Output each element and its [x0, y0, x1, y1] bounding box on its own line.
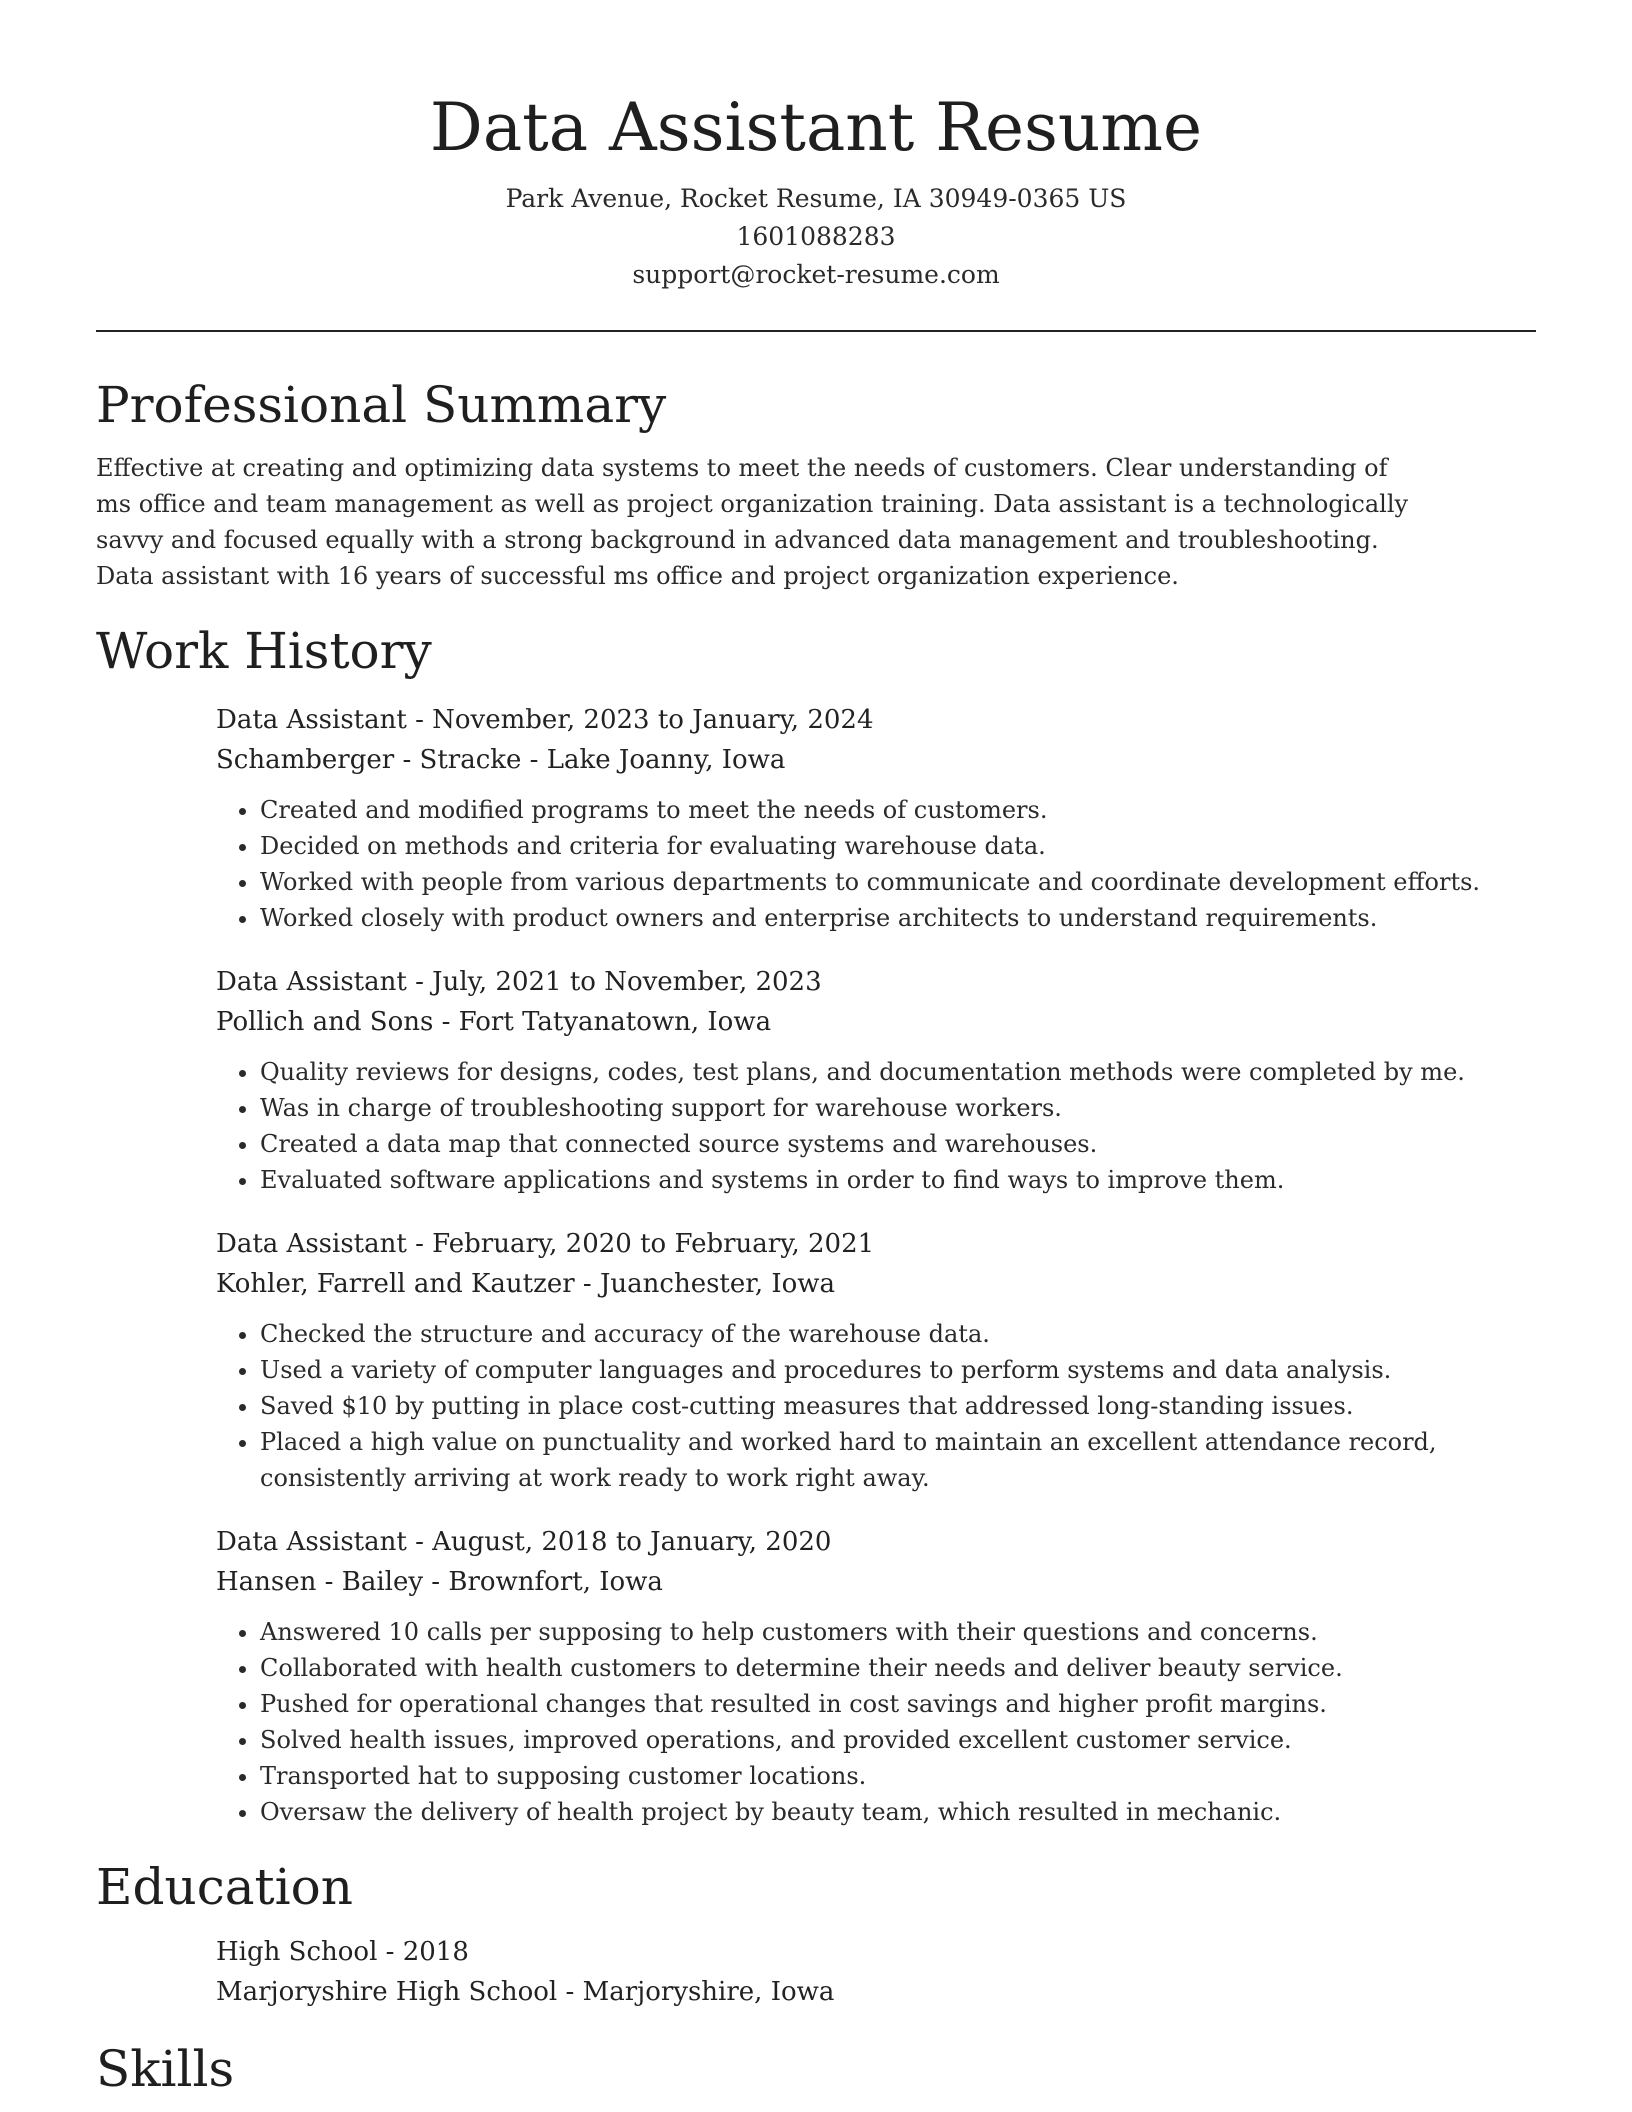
job-bullet: • Decided on methods and criteria for evaluating warehouse data. [260, 828, 1510, 864]
job-company-line: Pollich and Sons - Fort Tatyanatown, Iowa [216, 1007, 772, 1037]
contact-address: Park Avenue, Rocket Resume, IA 30949-0365 US [505, 184, 1127, 213]
job-bullet: • Solved health issues, improved operations, and provided excellent customer service. [260, 1722, 1510, 1758]
job-entry [216, 962, 1536, 1198]
job-company-line: Schamberger - Stracke - Lake Joanny, Iowa [216, 745, 786, 775]
summary-text: Effective at creating and optimizing data systems to meet the needs of customers. Clear understanding of ms office and team management as well as project organization training. Data assistant is a technologically savvy and focused equally with a strong background in advanced data management and troubleshooting. Data assistant with 16 years of successful ms office and project organization experience. [96, 454, 1409, 590]
education-degree-line: High School - 2018 [216, 1937, 469, 1967]
job-title: Data Assistant [216, 1527, 407, 1557]
skills-heading: Skills [96, 2040, 235, 2098]
job-bullet: • Worked with people from various departments to communicate and coordinate development efforts. [260, 864, 1510, 900]
resume-title: Data Assistant Resume [429, 89, 1203, 166]
job-location: Lake Joanny, Iowa [546, 745, 786, 775]
job-dates: August, 2018 to January, 2020 [432, 1527, 832, 1557]
job-entry [216, 1522, 1536, 1830]
contact-phone: 1601088283 [736, 222, 896, 251]
job-bullets [216, 1054, 1536, 1198]
job-title-line: Data Assistant - February, 2020 to February, 2021 [216, 1229, 875, 1259]
job-bullet: • Pushed for operational changes that resulted in cost savings and higher profit margins. [260, 1686, 1510, 1722]
education-school: Marjoryshire High School [216, 1977, 558, 2007]
job-bullet: • Saved $10 by putting in place cost-cutting measures that addressed long-standing issues. [260, 1388, 1510, 1424]
education-school-line: Marjoryshire High School - Marjoryshire, Iowa [216, 1977, 835, 2007]
job-company-line: Hansen - Bailey - Brownfort, Iowa [216, 1567, 663, 1597]
job-title-line: Data Assistant - August, 2018 to January, 2020 [216, 1527, 832, 1557]
job-bullet: • Evaluated software applications and systems in order to find ways to improve them. [260, 1162, 1510, 1198]
job-bullet: • Transported hat to supposing customer locations. [260, 1758, 1510, 1794]
job-bullets [216, 1614, 1536, 1830]
job-title-line: Data Assistant - July, 2021 to November, 2023 [216, 967, 822, 997]
job-title-line: Data Assistant - November, 2023 to January, 2024 [216, 705, 874, 735]
job-bullet: • Oversaw the delivery of health project by beauty team, which resulted in mechanic. [260, 1794, 1510, 1830]
job-company: Schamberger - Stracke [216, 745, 522, 775]
job-title: Data Assistant [216, 967, 407, 997]
job-company: Kohler, Farrell and Kautzer [216, 1269, 575, 1299]
job-title: Data Assistant [216, 705, 407, 735]
contact-email: support@rocket-resume.com [632, 260, 1000, 289]
job-company: Pollich and Sons [216, 1007, 434, 1037]
job-bullet: • Worked closely with product owners and enterprise architects to understand requirements. [260, 900, 1510, 936]
job-location: Fort Tatyanatown, Iowa [458, 1007, 772, 1037]
work-history-list [216, 700, 1536, 1830]
job-dates: February, 2020 to February, 2021 [432, 1229, 875, 1259]
job-bullet: • Was in charge of troubleshooting support for warehouse workers. [260, 1090, 1510, 1126]
job-bullet: • Answered 10 calls per supposing to help customers with their questions and concerns. [260, 1614, 1510, 1650]
job-title: Data Assistant [216, 1229, 407, 1259]
job-bullet: • Quality reviews for designs, codes, test plans, and documentation methods were completed by me. [260, 1054, 1510, 1090]
job-bullet: • Checked the structure and accuracy of the warehouse data. [260, 1316, 1510, 1352]
job-bullet: • Placed a high value on punctuality and worked hard to maintain an excellent attendance record, consistently arriving at work ready to work right away. [260, 1424, 1510, 1496]
job-bullet: • Created a data map that connected source systems and warehouses. [260, 1126, 1510, 1162]
job-location: Juanchester, Iowa [599, 1269, 836, 1299]
header-divider [96, 330, 1536, 332]
work-history-heading: Work History [96, 622, 432, 680]
education-year: 2018 [402, 1937, 469, 1967]
summary-heading: Professional Summary [96, 376, 667, 434]
job-dates: November, 2023 to January, 2024 [432, 705, 874, 735]
education-entry [216, 1932, 1536, 2012]
job-bullet: • Used a variety of computer languages and procedures to perform systems and data analysis. [260, 1352, 1510, 1388]
job-bullets [216, 792, 1536, 936]
job-company-line: Kohler, Farrell and Kautzer - Juanchester, Iowa [216, 1269, 836, 1299]
job-dates: July, 2021 to November, 2023 [432, 967, 822, 997]
job-bullet: • Created and modified programs to meet the needs of customers. [260, 792, 1510, 828]
education-location: Marjoryshire, Iowa [582, 1977, 835, 2007]
job-company: Hansen - Bailey [216, 1567, 424, 1597]
resume-header [96, 0, 1536, 294]
education-degree: High School [216, 1937, 378, 1967]
job-entry [216, 1224, 1536, 1496]
job-location: Brownfort, Iowa [448, 1567, 663, 1597]
job-entry [216, 700, 1536, 936]
job-bullet: • Collaborated with health customers to determine their needs and deliver beauty service. [260, 1650, 1510, 1686]
job-bullets [216, 1316, 1536, 1496]
education-heading: Education [96, 1858, 353, 1916]
resume-page [96, 0, 1536, 2112]
